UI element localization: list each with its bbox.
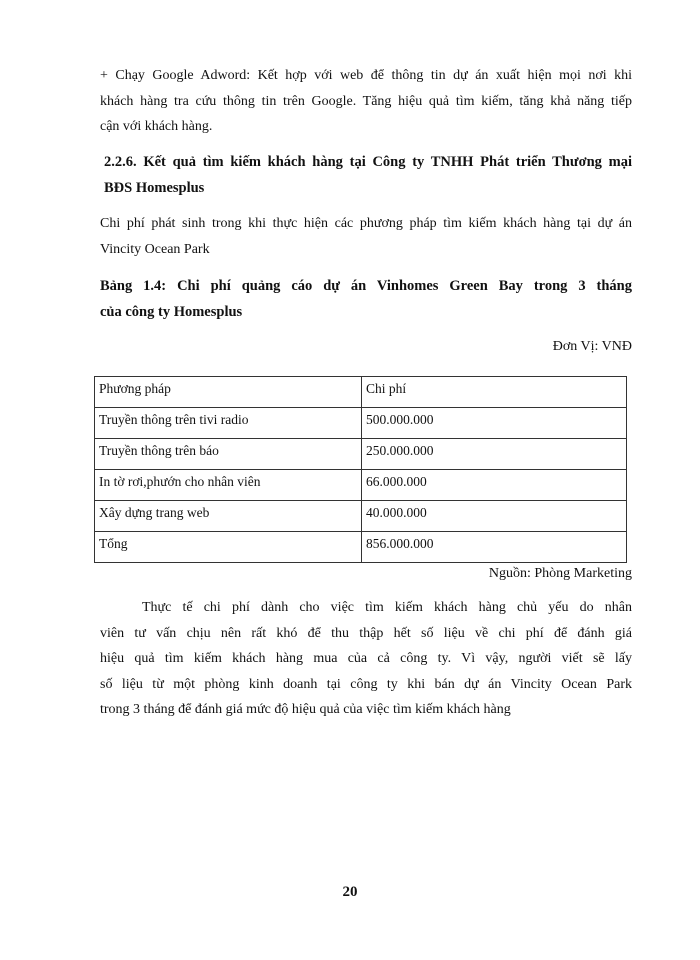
paragraph-line: Chi phí phát sinh trong khi thực hiện các phương pháp tìm kiếm khách hàng tại dự án — [100, 216, 632, 231]
heading-line: BĐS Homesplus — [104, 179, 205, 196]
table-header-cell: Phương pháp — [95, 377, 362, 408]
table-caption — [100, 274, 632, 325]
table-cell-cost: 66.000.000 — [362, 470, 627, 501]
table-row — [95, 408, 627, 439]
table-cell-method: Truyền thông trên tivi radio — [95, 408, 362, 439]
table-header-cell: Chi phí — [362, 377, 627, 408]
table-cell-cost: 250.000.000 — [362, 439, 627, 470]
table-cell-total-value: 856.000.000 — [362, 532, 627, 563]
paragraph-line: khách hàng tra cứu thông tin trên Google. Tăng hiệu quả tìm kiếm, tăng khả năng tiếp — [100, 93, 632, 109]
table-total-row — [95, 532, 627, 563]
paragraph-line: số liệu từ một phòng kinh doanh tại công ty khi bán dự án Vincity Ocean Park — [100, 676, 632, 692]
page-number: 20 — [342, 884, 358, 900]
table-header-row — [95, 377, 627, 408]
cost-table — [94, 376, 627, 563]
table-row — [95, 470, 627, 501]
paragraph-line: + Chạy Google Adword: Kết hợp với web để thông tin dự án xuất hiện mọi nơi khi — [100, 68, 632, 83]
table-cell-total-label: Tổng — [95, 532, 362, 563]
paragraph-line: Thực tế chi phí dành cho việc tìm kiếm khách hàng chủ yếu do nhân — [142, 600, 632, 615]
conclusion-paragraph — [100, 595, 632, 723]
source-label: Nguồn: Phòng Marketing — [488, 566, 632, 581]
cost-intro-paragraph — [100, 211, 632, 262]
table-cell-cost: 500.000.000 — [362, 408, 627, 439]
heading-line: 2.2.6. Kết quả tìm kiếm khách hàng tại Công ty TNHH Phát triển Thương mại — [104, 154, 632, 170]
table-cell-cost: 40.000.000 — [362, 501, 627, 532]
table-row — [95, 501, 627, 532]
google-adword-paragraph — [100, 63, 632, 140]
caption-line: của công ty Homesplus — [100, 303, 243, 320]
paragraph-line: Vincity Ocean Park — [100, 241, 210, 257]
unit-label: Đơn Vị: VNĐ — [552, 339, 632, 354]
table-cell-method: Truyền thông trên báo — [95, 439, 362, 470]
paragraph-line: trong 3 tháng để đánh giá mức độ hiệu quả của việc tìm kiếm khách hàng — [100, 702, 511, 717]
section-heading — [104, 150, 632, 201]
table-cell-method: In tờ rơi,phướn cho nhân viên — [95, 470, 362, 501]
table-cell-method: Xây dựng trang web — [95, 501, 362, 532]
paragraph-line: cận với khách hàng. — [100, 119, 213, 134]
paragraph-line: viên tư vấn chịu nên rất khó để thu thập hết số liệu về chi phí để đánh giá — [100, 625, 632, 641]
table-row — [95, 439, 627, 470]
paragraph-line: hiệu quả tìm kiếm khách hàng mua của cả công ty. Vì vậy, người viết sẽ lấy — [100, 651, 632, 666]
caption-line: Bảng 1.4: Chi phí quảng cáo dự án Vinhomes Green Bay trong 3 tháng — [100, 278, 632, 294]
